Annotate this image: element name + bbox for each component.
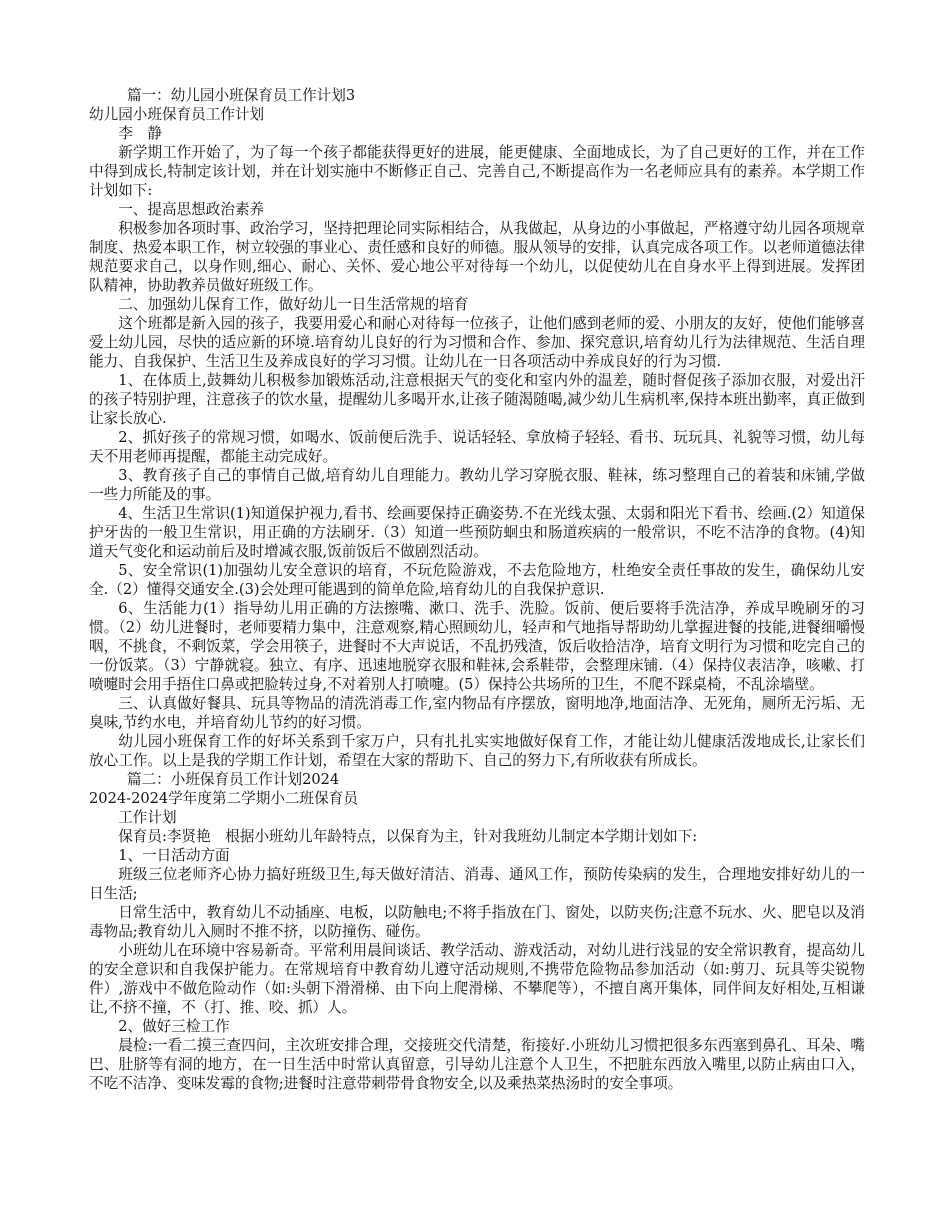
list-item: 1、在体质上,鼓舞幼儿积极参加锻炼活动,注意根据天气的变化和室内外的温差，随时督促孩子添加衣服，对爱出汗的孩子特别护理，注意孩子的饮水量，提醒幼儿多喝开水,让孩子随渴随喝,减少幼儿生病机率,保持本班出勤率，真正做到让家长放心.	[89, 372, 865, 427]
body-paragraph: 晨检:一看二摸三查四问，主次班安排合理，交接班交代清楚，衔接好.小班幼儿习惯把很多东西塞到鼻孔、耳朵、嘴巴、肚脐等有洞的地方，在一日生活中时常认真留意，引导幼儿注意个人卫生，不把脏东西放入嘴里,以防止病由口入，不吃不洁净、变味发霉的食物;进餐时注意带刺带骨食物安全,以及乘热菜热汤时的安全事项。	[89, 1037, 865, 1092]
list-item: 2、抓好孩子的常规习惯，如喝水、饭前便后洗手、说话轻轻、拿放椅子轻轻、看书、玩玩具、礼貌等习惯，幼儿每天不用老师再提醒，都能主动完成好。	[89, 429, 865, 465]
article-two-heading: 篇二：小班保育员工作计划2024	[126, 771, 340, 788]
document-page	[89, 86, 865, 1093]
body-paragraph: 班级三位老师齐心协力搞好班级卫生,每天做好清洁、消毒、通风工作，预防传染病的发生，合理地安排好幼儿的一日生活;	[89, 866, 865, 902]
section-heading: 2、做好三检工作	[118, 1018, 230, 1035]
section-heading: 1、一日活动方面	[118, 847, 230, 864]
list-item: 5、安全常识(1)加强幼儿安全意识的培育，不玩危险游戏，不去危险地方，杜绝安全责任事故的发生，确保幼儿安全.（2）懂得交通安全.(3)会处理可能遇到的简单危险,培育幼儿的自我保护意识.	[89, 562, 865, 598]
section-heading: 一、提高思想政治素养	[118, 201, 265, 218]
intro-paragraph: 保育员:李贤艳 根据小班幼儿年龄特点，以保育为主，针对我班幼儿制定本学期计划如下:	[118, 828, 698, 845]
document-title: 2024-2024学年度第二学期小二班保育员	[89, 790, 358, 807]
body-paragraph: 小班幼儿在环境中容易新奇。平常利用晨间谈话、教学活动、游戏活动，对幼儿进行浅显的安全常识教育，提高幼儿的安全意识和自我保护能力。在常规培育中教育幼儿遵守活动规则,不携带危险物品参加活动（如:剪刀、玩具等尖锐物件）,游戏中不做危险动作（如:头朝下滑滑梯、由下向上爬滑梯、不攀爬等），不擅自离开集体，同伴间友好相处,互相谦让,不挤不撞，不（打、推、咬、抓）人。	[89, 942, 865, 1016]
section-heading: 二、加强幼儿保育工作，做好幼儿一日生活常规的培育	[118, 296, 469, 313]
document-title: 幼儿园小班保育员工作计划	[89, 106, 265, 123]
intro-paragraph: 新学期工作开始了，为了每一个孩子都能获得更好的进展，能更健康、全面地成长，为了自己更好的工作，并在工作中得到成长,特制定该计划，并在计划实施中不断修正自己、完善自己,不断提高作为一名老师应具有的素养。本学期工作计划如下:	[89, 144, 865, 199]
article-one-heading: 篇一：幼儿园小班保育员工作计划3	[126, 87, 356, 104]
list-item: 3、教育孩子自己的事情自己做,培育幼儿自理能力。教幼儿学习穿脱衣服、鞋袜，练习整理自己的着装和床铺,学做一些力所能及的事。	[89, 467, 865, 503]
list-item: 6、生活能力(1）指导幼儿用正确的方法擦嘴、漱口、洗手、洗脸。饭前、便后要将手洗洁净，养成早晚刷牙的习惯。（2）幼儿进餐时，老师要精力集中，注意观察,精心照顾幼儿，轻声和气地指导帮助幼儿掌握进餐的技能,进餐细嚼慢咽，不挑食，不剩饭菜，学会用筷子，进餐时不大声说话，不乱扔残渣，饭后收拾洁净，培育文明行为习惯和吃完自己的一份饭菜。（3）宁静就寝。独立、有序、迅速地脱穿衣服和鞋袜,会系鞋带，会整理床铺.（4）保持仪表洁净，咳嗽、打喷嚏时会用手捂住口鼻或把脸转过身,不对着别人打喷嚏。(5）保持公共场所的卫生，不爬不踩桌椅，不乱涂墙壁。	[89, 600, 865, 693]
body-paragraph: 日常生活中，教育幼儿不动插座、电板，以防触电;不将手指放在门、窗处，以防夹伤;注意不玩水、火、肥皂以及消毒物品;教育幼儿入厕时不推不挤，以防撞伤、碰伤。	[89, 904, 865, 940]
author-name: 李 静	[118, 125, 162, 142]
body-paragraph: 这个班都是新入园的孩子，我要用爱心和耐心对待每一位孩子，让他们感到老师的爱、小朋友的友好，使他们能够喜爱上幼儿园，尽快的适应新的环境.培育幼儿良好的行为习惯和合作、参加、探究意识,培育幼儿行为法律规范、生活自理能力、自我保护、生活卫生及养成良好的学习习惯。让幼儿在一日各项活动中养成良好的行为习惯.	[89, 315, 865, 370]
body-paragraph: 积极参加各项时事、政治学习，坚持把理论同实际相结合，从我做起，从身边的小事做起，严格遵守幼儿园各项规章制度、热爱本职工作，树立较强的事业心、责任感和良好的师德。服从领导的安排，认真完成各项工作。以老师道德法律规范要求自己，以身作则,细心、耐心、关怀、爱心地公平对待每一个幼儿，以促使幼儿在自身水平上得到进展。发挥团队精神，协助教养员做好班级工作。	[89, 220, 865, 294]
body-paragraph: 幼儿园小班保育工作的好坏关系到千家万户，只有扎扎实实地做好保育工作，才能让幼儿健康活泼地成长,让家长们放心工作。以上是我的学期工作计划，希望在大家的帮助下、自己的努力下,有所收获有所成长。	[89, 733, 865, 769]
section-heading: 三、认真做好餐具、玩具等物品的清洗消毒工作,室内物品有序摆放，窗明地净,地面洁净、无死角，厕所无污垢、无臭味,节约水电，并培育幼儿节约的好习惯。	[89, 695, 865, 731]
list-item: 4、生活卫生常识(1)知道保护视力,看书、绘画要保持正确姿势.不在光线太强、太弱和阳光下看书、绘画.(2）知道保护牙齿的一般卫生常识，用正确的方法刷牙.（3）知道一些预防蛔虫和肠道疾病的一般常识，不吃不洁净的食物。(4)知道天气变化和运动前后及时增减衣服,饭前饭后不做剧烈活动。	[89, 505, 865, 560]
document-subtitle: 工作计划	[118, 809, 177, 826]
